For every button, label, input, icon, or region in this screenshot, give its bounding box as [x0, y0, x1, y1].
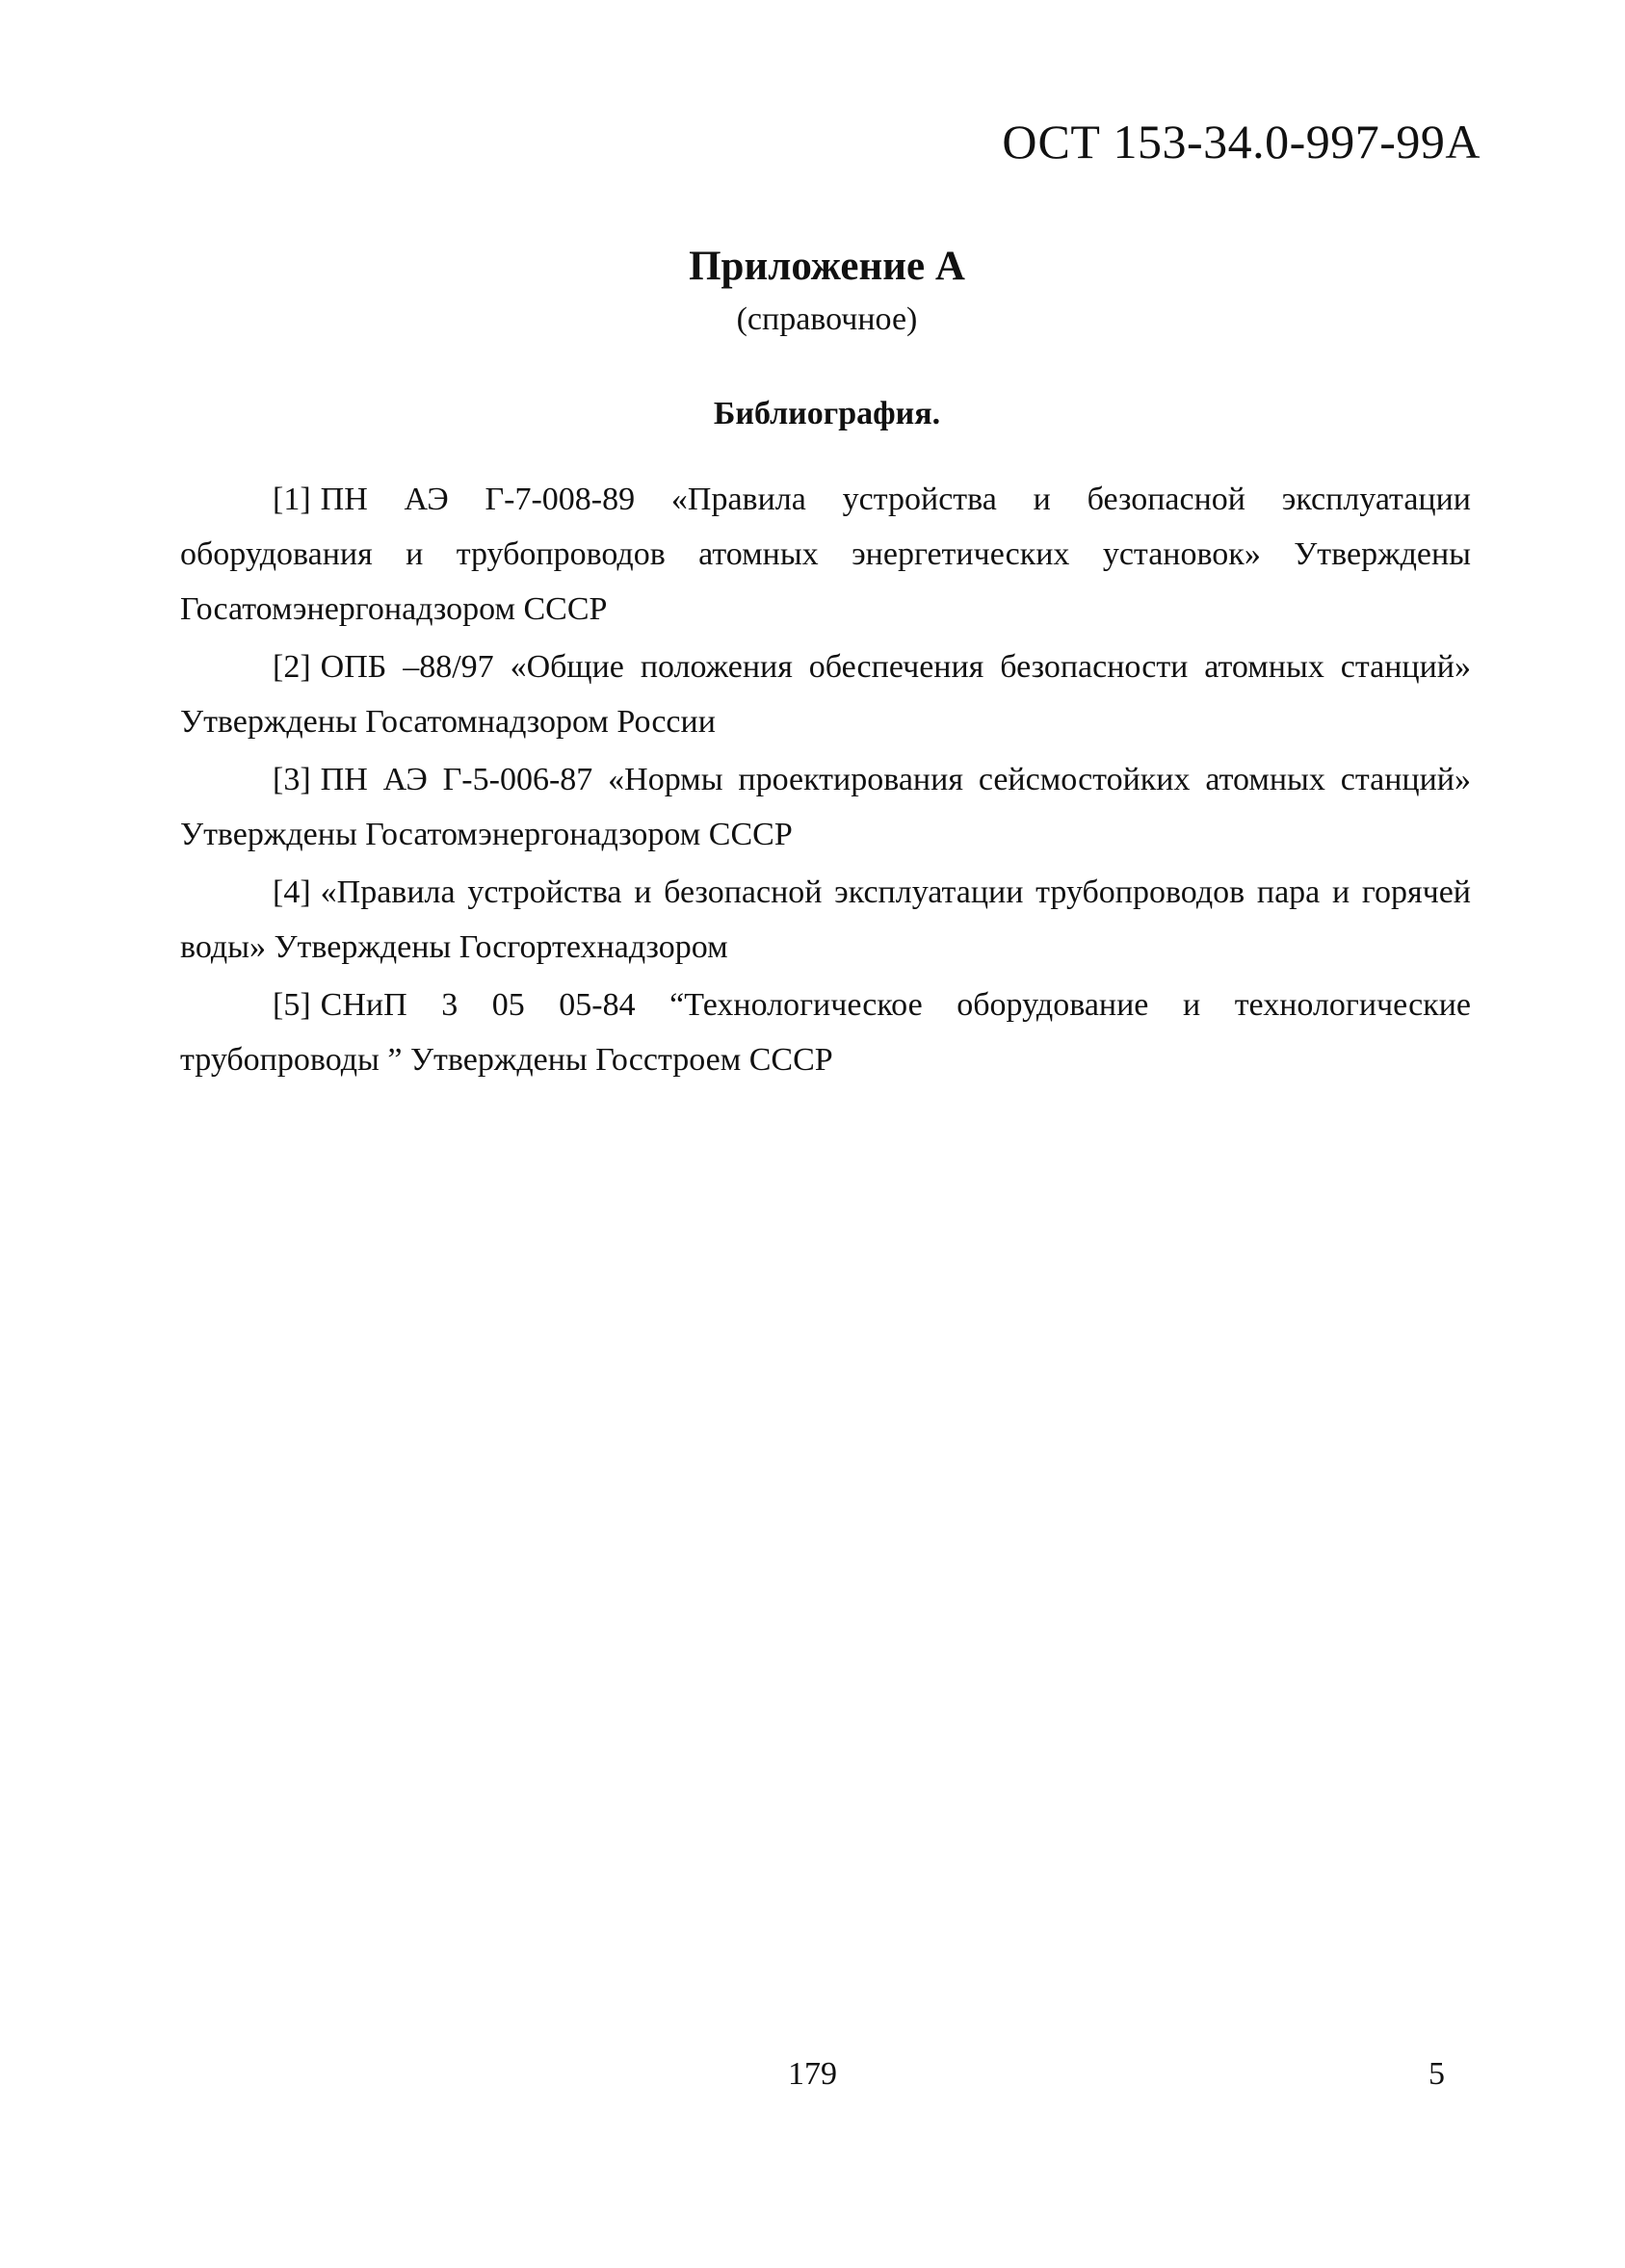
- reference-number: [3]: [273, 762, 311, 797]
- reference-item: [180, 865, 1471, 975]
- appendix-title: Приложение А: [689, 244, 965, 289]
- reference-text: ОПБ –88/97 «Общие положения обеспечения безопасности атомных станций» Утверждены Госатомнадзором России: [180, 649, 1471, 740]
- reference-item: [180, 472, 1471, 637]
- reference-text: ПН АЭ Г-7-008-89 «Правила устройства и безопасной эксплуатации оборудования и трубопроводов атомных энергетических установок» Утверждены Госатомэнергонадзором СССР: [180, 482, 1471, 627]
- bibliography-heading: Библиография.: [713, 396, 941, 431]
- document-code: ОСТ 153-34.0-997-99А: [1002, 115, 1481, 169]
- reference-number: [5]: [273, 987, 311, 1023]
- reference-number: [1]: [273, 482, 311, 517]
- reference-list: [180, 472, 1471, 1090]
- reference-number: [2]: [273, 649, 311, 685]
- reference-number: [4]: [273, 874, 311, 910]
- page-number-right: 5: [1428, 2056, 1445, 2092]
- appendix-subtitle: (справочное): [736, 301, 918, 337]
- reference-item: [180, 639, 1471, 749]
- reference-text: СНиП 3 05 05-84 “Технологическое оборудование и технологические трубопроводы ” Утверждены Госстроем СССР: [180, 987, 1471, 1078]
- page-number-center: 179: [788, 2056, 837, 2092]
- reference-item: [180, 752, 1471, 862]
- reference-text: «Правила устройства и безопасной эксплуатации трубопроводов пара и горячей воды» Утверждены Госгортехнадзором: [180, 874, 1471, 965]
- reference-item: [180, 978, 1471, 1087]
- reference-text: ПН АЭ Г-5-006-87 «Нормы проектирования сейсмостойких атомных станций» Утверждены Госатомэнергонадзором СССР: [180, 762, 1471, 852]
